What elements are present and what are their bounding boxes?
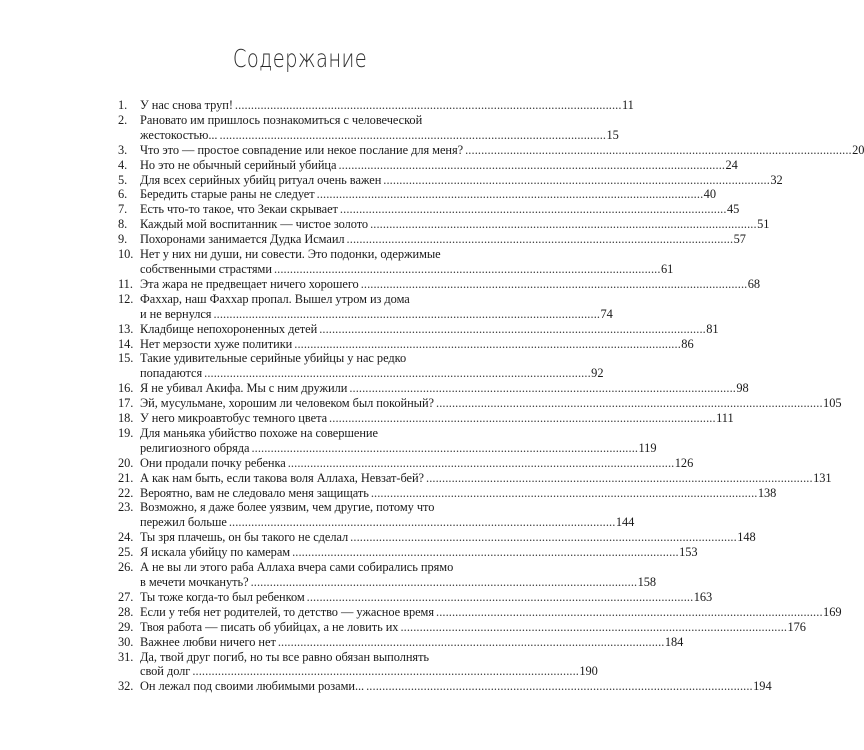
toc-entry-number: 1. [118, 98, 128, 112]
toc-entry-title: У нас снова труп! [140, 98, 233, 112]
toc-entry [118, 336, 694, 352]
dot-leader [307, 590, 692, 605]
toc-entry-title: Что это — простое совпадение или некое послание для меня? [140, 142, 464, 157]
toc-entry-title: Нет мерзости хуже политики [140, 336, 293, 351]
toc-entry-title: попадаются [140, 366, 203, 381]
dot-leader [350, 530, 735, 545]
toc-entry-page-number: 74 [600, 306, 613, 321]
toc-entry-title: Кладбище непохороненных детей [140, 321, 318, 336]
dot-leader [251, 575, 636, 590]
toc-entry [118, 411, 734, 426]
toc-entry-title: А как нам быть, если такова воля Аллаха, Невзат-бей? [140, 470, 425, 485]
dot-leader [400, 620, 785, 635]
dot-leader [294, 337, 679, 352]
toc-entry-number: 21. [118, 470, 134, 485]
toc-entry-title: А не вы ли этого раба Аллаха вчера сами собирались прямо [140, 560, 454, 575]
toc-entry [118, 291, 613, 322]
toc-entry-title: Эта жара не предвещает ничего хорошего [140, 276, 359, 291]
toc-entry-number: 6. [118, 187, 128, 202]
toc-entry [118, 381, 749, 396]
toc-entry-page-number: 105 [823, 396, 842, 411]
toc-entry-number: 9. [118, 232, 128, 247]
dot-leader [371, 486, 756, 501]
toc-entry-page-number: 86 [681, 336, 694, 351]
toc-entry-title: Такие удивительные серийные убийцы у нас редко [140, 351, 407, 366]
toc-entry [118, 619, 806, 635]
toc-entry-title: Фаххар, наш Фаххар пропал. Вышел утром из дома [140, 291, 410, 306]
toc-entry-number: 8. [118, 217, 128, 232]
toc-entry-number: 3. [118, 142, 128, 157]
toc-entry-title: собственными страстями [140, 261, 272, 276]
toc-entry [118, 112, 619, 143]
toc-entry-page-number: 68 [747, 276, 761, 291]
dot-leader [219, 128, 604, 143]
toc-entry-page-number: 24 [725, 157, 738, 172]
toc-entry [118, 142, 864, 158]
toc-entry [118, 425, 657, 456]
toc-entry-title: Они продали почку ребенка [140, 455, 286, 470]
toc-entry [118, 634, 684, 650]
toc-entry-page-number: 153 [679, 545, 698, 560]
toc-entry-title: Бередить старые раны не следует [140, 187, 315, 202]
toc-entry-number: 16. [118, 381, 134, 396]
toc-entry-page-number: 126 [674, 455, 694, 470]
toc-entry-title: Твоя работа — писать об убийцах, а не ловить их [140, 619, 399, 634]
toc-entry [118, 679, 772, 694]
dot-leader [278, 635, 663, 650]
toc-entry-page-number: 184 [664, 634, 684, 649]
toc-entry [118, 217, 770, 232]
toc-entry-number: 28. [118, 604, 134, 619]
toc-entry-number: 26. [118, 560, 134, 575]
toc-entry-number: 25. [118, 545, 134, 560]
toc-entry [118, 187, 716, 202]
dot-leader [366, 679, 751, 694]
toc-entry-title: Эй, мусульмане, хорошим ли человеком был покойный? [140, 396, 434, 411]
toc-entry-page-number: 20 [852, 142, 864, 157]
dot-leader [361, 277, 746, 292]
toc-entry [118, 500, 635, 530]
toc-entry-title: Важнее любви ничего нет [140, 634, 276, 649]
toc-entry [118, 351, 604, 381]
toc-entry-title: Вероятно, вам не следовало меня защищать [140, 485, 369, 500]
toc-entry-title: в мечети мочкануть? [140, 575, 249, 589]
dot-leader [426, 471, 811, 486]
dot-leader [347, 232, 732, 247]
dot-leader [338, 158, 723, 173]
toc-entry-page-number: 190 [579, 664, 598, 679]
toc-entry-page-number: 163 [693, 589, 713, 604]
toc-entry [118, 276, 761, 292]
toc-entry-page-number: 51 [757, 217, 770, 232]
toc-entry [118, 172, 783, 188]
toc-entry [118, 157, 738, 173]
toc-entry-page-number: 131 [813, 470, 832, 485]
toc-entry [118, 321, 719, 337]
toc-entry-number: 30. [118, 634, 134, 649]
toc-entry [118, 604, 842, 620]
toc-entry-page-number: 169 [823, 604, 842, 619]
toc-entry [118, 98, 634, 113]
toc-entry-page-number: 32 [770, 172, 783, 187]
toc-entry [118, 560, 657, 590]
toc-entry-title: свой долг [140, 664, 191, 679]
toc-entry-number: 20. [118, 455, 134, 470]
toc-entry [118, 396, 842, 411]
toc-entry-page-number: 194 [753, 679, 772, 694]
toc-entry-title: Похоронами занимается Дудка Исмаил [140, 232, 345, 247]
toc-entry-title: Да, твой друг погиб, но ты все равно обязан выполнять [140, 649, 430, 664]
toc-entry [118, 455, 694, 471]
toc-entry-title: У него микроавтобус темного цвета [140, 411, 328, 426]
toc-entry-title: Ты зря плачешь, он бы такого не сделал [140, 530, 349, 545]
toc-entry-page-number: 57 [733, 232, 746, 247]
dot-leader [317, 187, 702, 202]
toc-entry-title: Я искала убийцу по камерам [140, 545, 291, 560]
dot-leader [349, 381, 734, 396]
toc-entry-number: 27. [118, 589, 134, 604]
toc-entry [118, 485, 777, 501]
toc-entry-number: 7. [118, 202, 128, 217]
toc-entry-title: Ты тоже когда-то был ребенком [140, 589, 305, 604]
toc-entry-number: 14. [118, 336, 134, 351]
toc-entry-title: Возможно, я даже более уязвим, чем другие, потому что [140, 500, 435, 515]
toc-entry-title: жестокостью... [140, 127, 218, 142]
toc-entry-title: Но это не обычный серийный убийца [140, 157, 337, 172]
toc-entry-title: Рановато им пришлось познакомиться с человеческой [140, 112, 423, 127]
toc-entry [118, 202, 740, 217]
dot-leader [229, 515, 614, 530]
toc-entry-title: Нет у них ни души, ни совести. Это подонки, одержимые [140, 247, 441, 262]
toc-entry-page-number: 15 [606, 127, 619, 142]
toc-entry-number: 19. [118, 425, 134, 440]
toc-entry-page-number: 92 [591, 366, 604, 381]
toc-entry-page-number: 144 [615, 515, 635, 530]
dot-leader [274, 262, 659, 277]
toc-entry-page-number: 119 [638, 440, 657, 455]
dot-leader [465, 143, 850, 158]
toc-entry-title: Каждый мой воспитанник — чистое золото [140, 217, 369, 232]
dot-leader [292, 545, 677, 560]
toc-entry-number: 13. [118, 321, 134, 336]
toc-entry-page-number: 40 [703, 187, 716, 202]
page-title: Содержание [232, 44, 368, 73]
dot-leader [251, 441, 636, 456]
toc-entry-title: Он лежал под своими любимыми розами... [140, 679, 365, 694]
dot-leader [288, 456, 673, 471]
dot-leader [383, 173, 768, 188]
table-of-contents [118, 98, 864, 694]
toc-entry-title: Я не убивал Акифа. Мы с ним дружили [140, 381, 348, 396]
toc-entry-number: 4. [118, 157, 128, 172]
toc-entry-title: Есть что-то такое, что Зекаи скрывает [140, 202, 338, 217]
toc-entry-page-number: 158 [637, 575, 657, 589]
toc-entry-number: 12. [118, 291, 134, 306]
toc-entry-page-number: 61 [660, 261, 674, 276]
dot-leader [329, 411, 714, 426]
toc-entry-page-number: 98 [736, 381, 749, 396]
dot-leader [436, 396, 821, 411]
dot-leader [192, 664, 577, 679]
toc-entry-number: 32. [118, 679, 134, 694]
toc-entry-title: и не вернулся [140, 306, 212, 321]
toc-entry [118, 649, 598, 680]
dot-leader [436, 605, 821, 620]
toc-entry-title: Для маньяка убийство похоже на совершение [140, 425, 378, 440]
toc-entry-number: 23. [118, 500, 134, 515]
toc-entry-page-number: 176 [787, 619, 806, 634]
toc-entry [118, 247, 674, 277]
toc-entry [118, 589, 713, 605]
toc-entry-number: 15. [118, 351, 134, 366]
toc-entry-page-number: 148 [737, 530, 756, 545]
toc-entry-number: 29. [118, 619, 134, 634]
toc-entry [118, 470, 832, 486]
toc-entry [118, 232, 746, 247]
toc-entry-number: 5. [118, 172, 128, 187]
toc-entry-page-number: 111 [716, 411, 734, 426]
dot-leader [340, 202, 725, 217]
toc-entry-page-number: 138 [757, 485, 777, 500]
dot-leader [370, 217, 755, 232]
toc-entry-number: 2. [118, 112, 128, 127]
toc-entry-number: 10. [118, 247, 134, 262]
toc-entry-number: 18. [118, 411, 134, 426]
toc-entry-number: 22. [118, 485, 134, 500]
toc-entry [118, 545, 698, 560]
dot-leader [235, 98, 620, 113]
toc-entry-number: 11. [118, 276, 133, 291]
toc-entry-title: пережил больше [140, 515, 227, 530]
dot-leader [204, 366, 589, 381]
toc-entry-number: 24. [118, 530, 134, 545]
toc-entry-page-number: 45 [726, 202, 740, 217]
dot-leader [319, 322, 704, 337]
toc-entry-page-number: 81 [706, 321, 719, 336]
toc-entry-page-number: 11 [621, 98, 634, 112]
toc-entry-number: 31. [118, 649, 134, 664]
toc-entry [118, 530, 756, 545]
toc-entry-title: религиозного обряда [140, 440, 250, 455]
toc-entry-number: 17. [118, 396, 134, 411]
toc-entry-title: Если у тебя нет родителей, то детство — ужасное время [140, 604, 434, 619]
toc-entry-title: Для всех серийных убийц ритуал очень важен [140, 172, 382, 187]
dot-leader [213, 307, 598, 322]
